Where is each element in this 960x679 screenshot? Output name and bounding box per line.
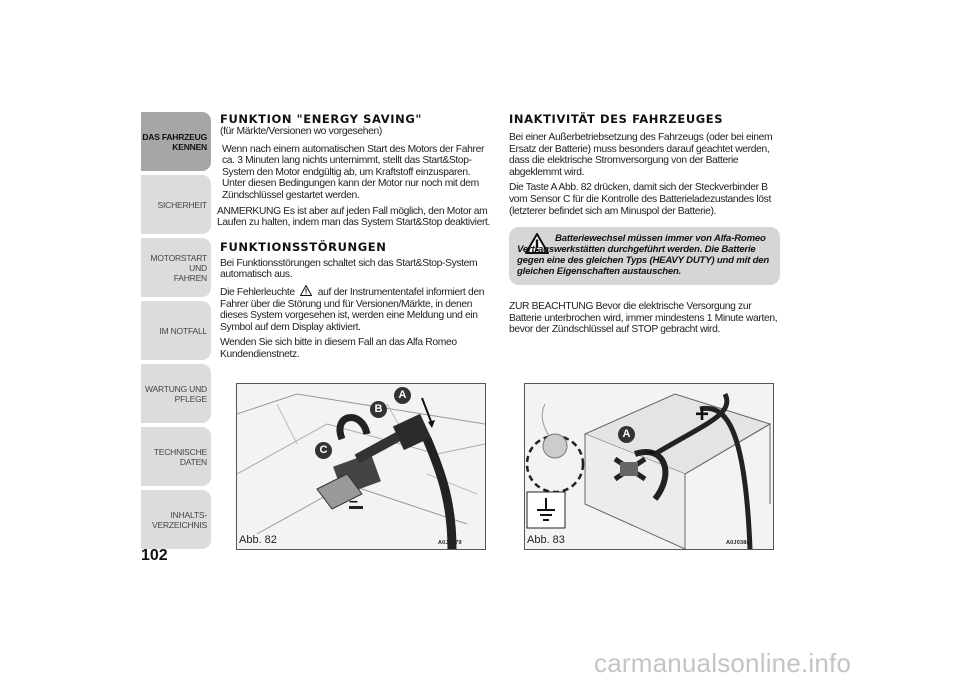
left-column: [217, 112, 496, 365]
note-block: [509, 301, 781, 340]
figure-83-code: A0J0388: [726, 540, 750, 546]
tab-technische-daten[interactable]: TECHNISCHE DATEN: [141, 427, 211, 486]
note-start-stop: ANMERKUNG Es ist aber auf jeden Fall möglich, den Motor am Laufen zu halten, indem man das System Start&Stop deaktiviert.: [217, 205, 491, 229]
figure-82-code: A0J0379: [438, 540, 462, 546]
plus-label: +: [695, 401, 710, 428]
battery-connector-illustration: [237, 384, 485, 549]
heading-inaktivitaet: INAKTIVITÄT DES FAHRZEUGES: [509, 112, 724, 126]
minus-label: –: [645, 441, 657, 463]
paragraph-dealer: Wenden Sie sich bitte in diesem Fall an das Alfa Romeo Kundendienstnetz.: [220, 337, 457, 360]
figure-82: [236, 383, 486, 550]
page-number: 102: [141, 547, 168, 564]
callout-c: C: [315, 442, 332, 459]
tab-sicherheit[interactable]: SICHERHEIT: [141, 175, 211, 234]
warning-box: [509, 227, 780, 285]
callout-b: B: [370, 401, 387, 418]
figure-83-caption: Abb. 83: [527, 534, 565, 546]
warning-triangle-icon: [300, 285, 312, 296]
tab-inhaltsverzeichnis[interactable]: INHALTS- VERZEICHNIS: [141, 490, 211, 549]
callout-a: A: [618, 426, 635, 443]
watermark: carmanualsonline.info: [594, 648, 852, 678]
right-column: [509, 113, 781, 221]
tab-das-fahrzeug-kennen[interactable]: DAS FAHRZEUG KENNEN: [141, 112, 211, 171]
paragraph-energy-saving: Wenn nach einem automatischen Start des Motors der Fahrer ca. 3 Minuten lang nichts unternimmt, stellt das Start&Stop-System den Motor endgültig ab, um Kraftstoff einzusparen. Unter diesen Bedingungen kann der Motor nur noch mit dem Zündschlüssel gestartet werden.: [222, 143, 485, 201]
paragraph-warning-light: Die Fehlerleuchte auf der Instrumententafel informiert den Fahrer über die Störung und für Versionen/Märkte, in denen dieses System vorgesehen ist, werden eine Meldung und ein Symbol auf dem Display aktiviert.: [220, 286, 485, 333]
tab-motorstart-und-fahren[interactable]: MOTORSTART UND FAHREN: [141, 238, 211, 297]
figure-83: [524, 383, 774, 550]
battery-terminals-illustration: [525, 384, 773, 549]
tab-im-notfall[interactable]: IM NOTFALL: [141, 301, 211, 360]
figure-82-caption: Abb. 82: [239, 534, 277, 546]
callout-a: A: [394, 387, 411, 404]
paragraph-disconnect: Bei einer Außerbetriebsetzung des Fahrzeugs (oder bei einem Ersatz der Batterie) muss besonders darauf geachtet werden, dass die elektrische Stromversorgung von der Batterie abgeklemmt wird.: [509, 132, 773, 178]
heading-energy-saving: FUNKTION "ENERGY SAVING": [220, 112, 422, 126]
heading-funktionsstoerungen: FUNKTIONSSTÖRUNGEN: [220, 239, 387, 254]
paragraph-wait-note: ZUR BEACHTUNG Bevor die elektrische Versorgung zur Batterie unterbrochen wird, immer mindestens 1 Minute warten, bevor der Zündschlüssel auf STOP gebracht wird.: [509, 301, 778, 336]
paragraph-auto-off: Bei Funktionsstörungen schaltet sich das Start&Stop-System automatisch aus.: [220, 257, 478, 281]
warning-text: Batteriewechsel müssen immer von Alfa-Romeo Vertragswerkstätten durchgeführt werden. Die Batterie gegen eine des gleichen Typs (HEAVY DUTY) und mit den gleichen Eigenschaften austauschen.: [517, 233, 770, 277]
subheading-markets: (für Märkte/Versionen wo vorgesehen): [220, 126, 382, 137]
tab-wartung-und-pflege[interactable]: WARTUNG UND PFLEGE: [141, 364, 211, 423]
paragraph-button-a: Die Taste A Abb. 82 drücken, damit sich der Steckverbinder B vom Sensor C für die Kontrolle des Batterieladezustandes löst (letzterer befindet sich am Minuspol der Batterie).: [509, 182, 771, 217]
minus-label: –: [349, 493, 358, 510]
